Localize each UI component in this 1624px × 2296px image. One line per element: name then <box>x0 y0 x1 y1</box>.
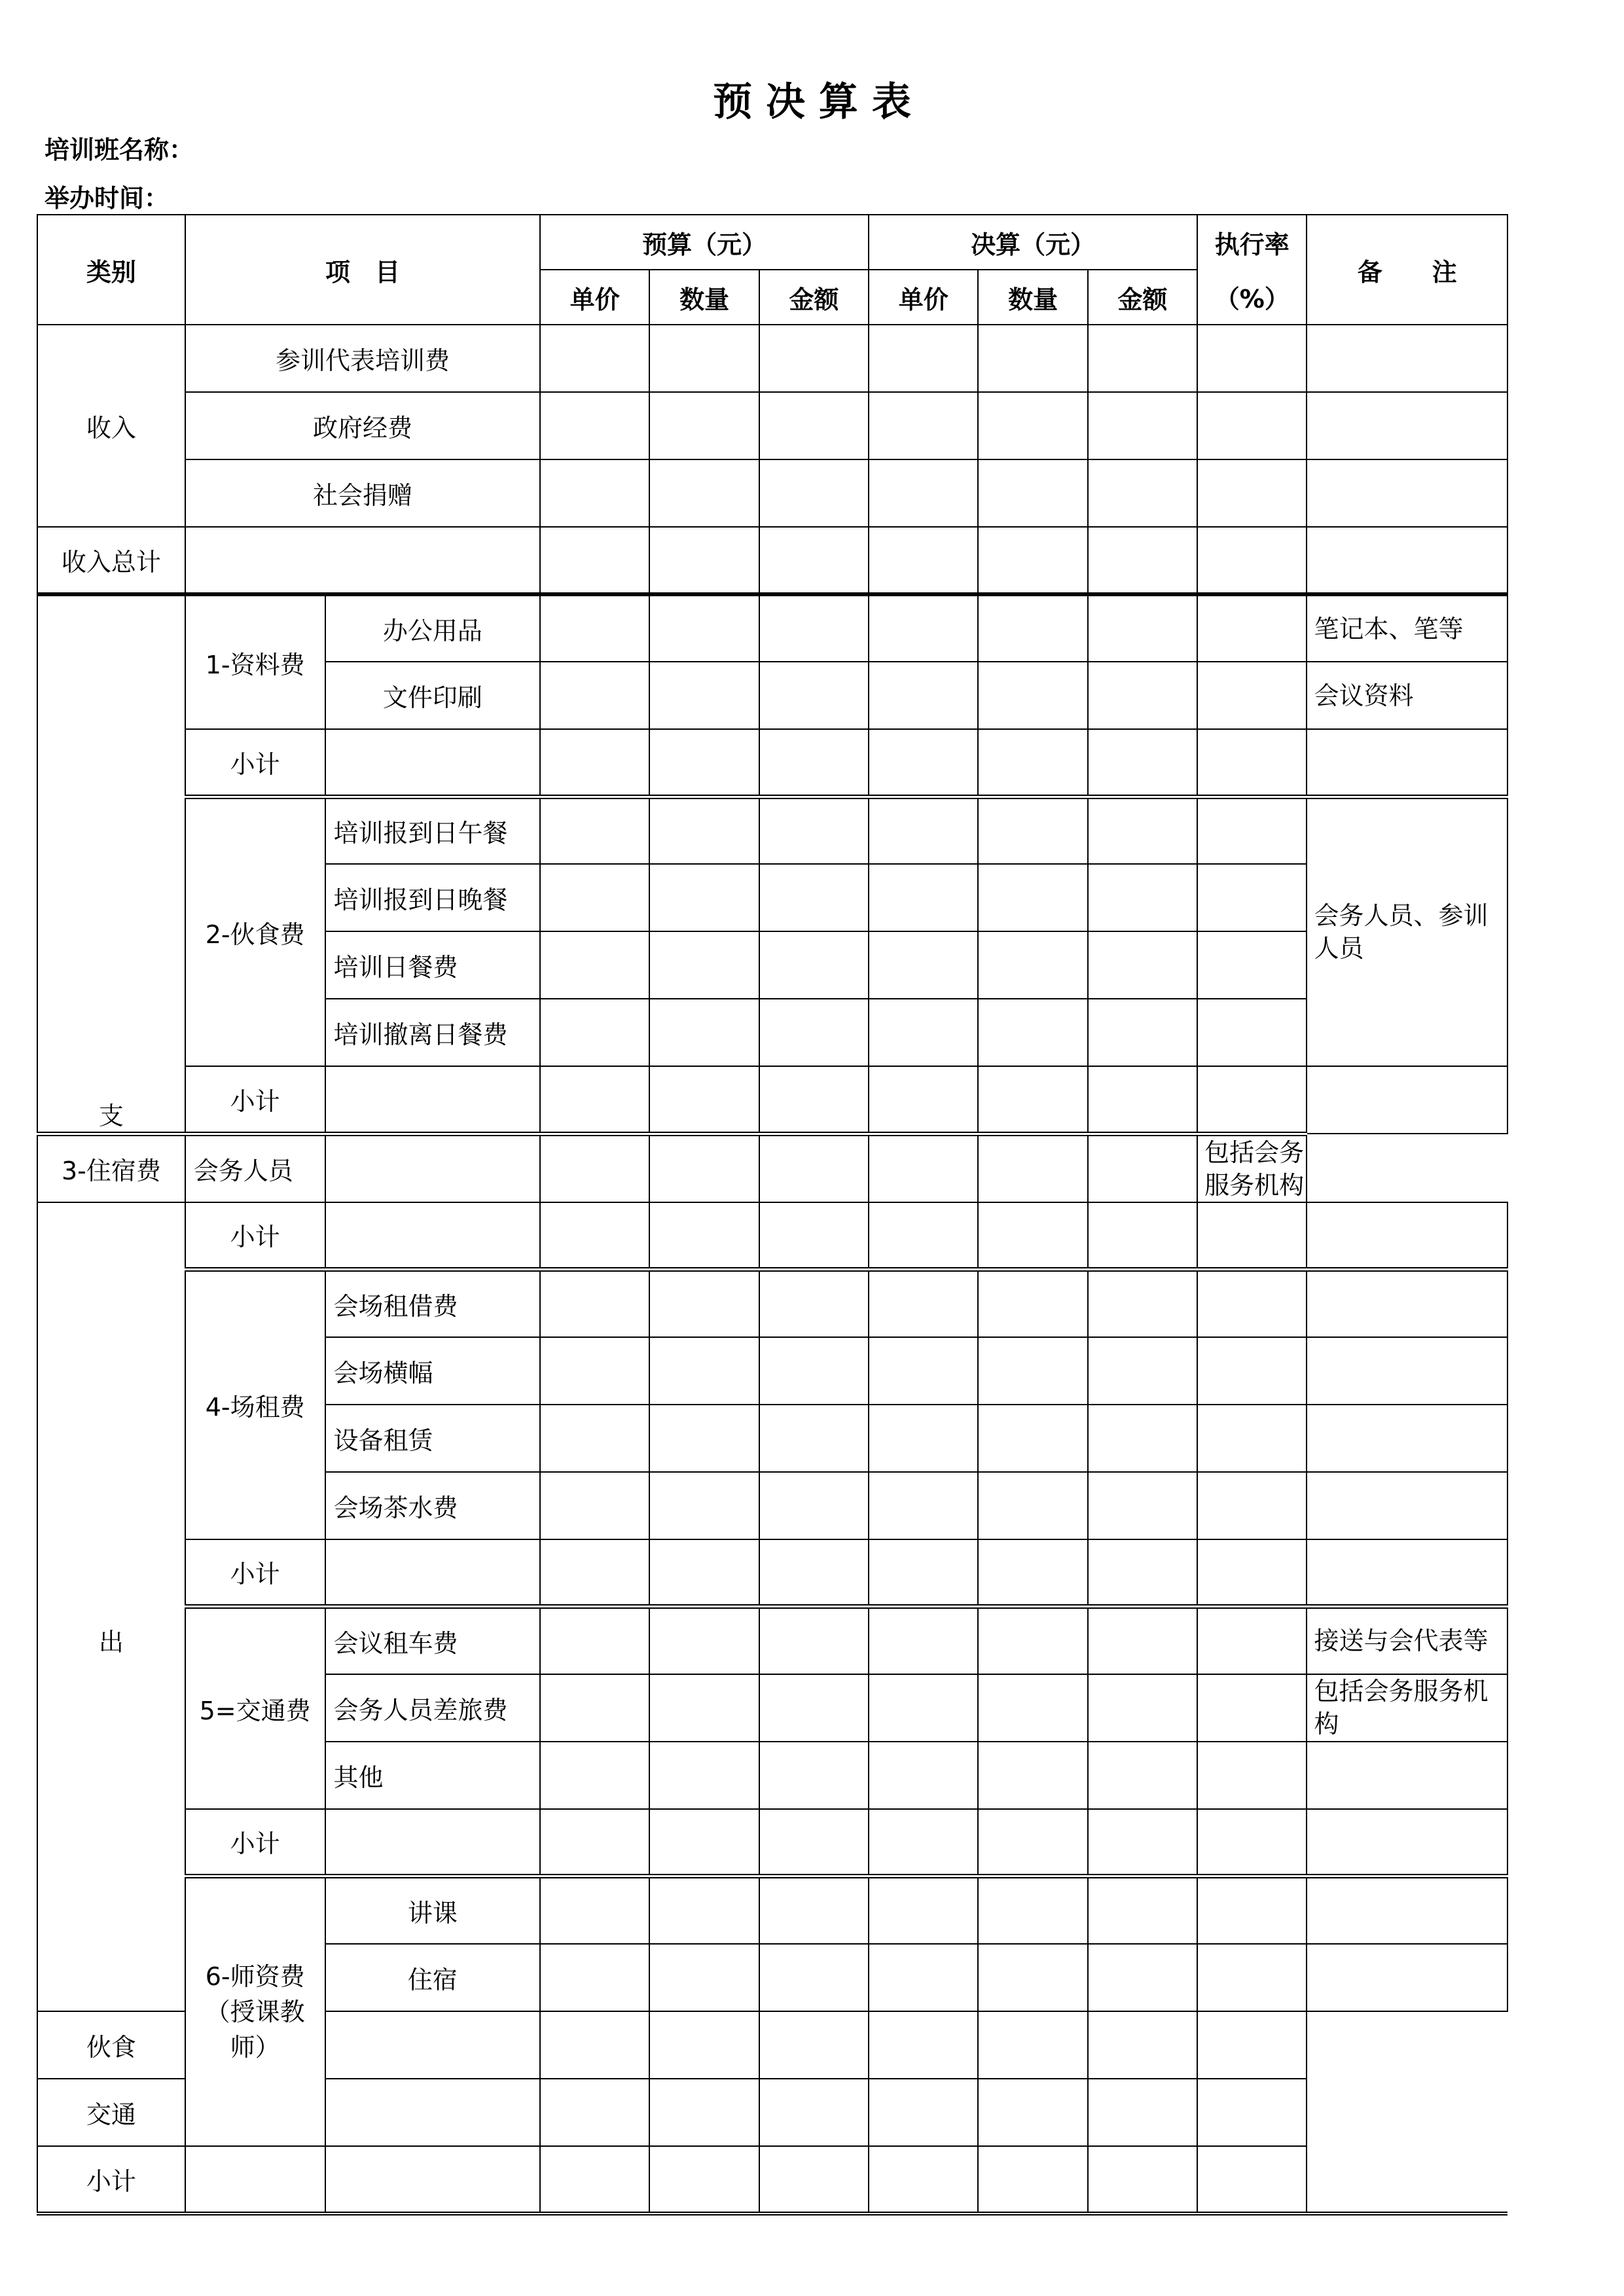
expense-label-bottom: 出 <box>37 1270 185 2011</box>
subtotal-row <box>37 1809 1507 1876</box>
time-label: 举办时间： <box>45 184 170 213</box>
income-item: 政府经费 <box>185 392 540 459</box>
expense-row <box>37 1134 1507 1202</box>
expense-item: 培训报到日晚餐 <box>325 864 541 931</box>
expense-row <box>37 1270 1507 1337</box>
expense-row <box>37 594 1507 662</box>
header-actual-unit-price: 单价 <box>869 270 978 325</box>
expense-note: 包括会务服务机构 <box>1197 1134 1307 1202</box>
expense-label-top: 支 <box>37 594 185 1134</box>
expense-item: 会场茶水费 <box>325 1472 541 1539</box>
expense-group-name: 4-场租费 <box>185 1270 325 1539</box>
expense-group-name: 1-资料费 <box>185 594 325 729</box>
expense-item: 会场租借费 <box>325 1270 541 1337</box>
expense-note: 会议资料 <box>1307 662 1507 729</box>
header-note: 备 注 <box>1307 215 1507 325</box>
subtotal-label: 小计 <box>185 1202 325 1270</box>
expense-label-continue <box>37 1202 185 1270</box>
expense-group-name: 6-师资费（授课教师） <box>185 1876 325 2146</box>
income-total-label: 收入总计 <box>37 527 185 594</box>
expense-note: 接送与会代表等 <box>1307 1607 1507 1674</box>
expense-group-name: 2-伙食费 <box>185 797 325 1066</box>
class-name-label: 培训班名称： <box>45 135 194 164</box>
income-label: 收入 <box>37 325 185 527</box>
header-item: 项 目 <box>185 215 540 325</box>
expense-row <box>37 1607 1507 1674</box>
header-budget-quantity: 数量 <box>649 270 759 325</box>
expense-item: 会议租车费 <box>325 1607 541 1674</box>
expense-item: 办公用品 <box>325 594 541 662</box>
expense-item: 设备租赁 <box>325 1405 541 1472</box>
subtotal-label: 小计 <box>185 1066 325 1134</box>
expense-note: 包括会务服务机构 <box>1307 1674 1507 1742</box>
expense-item: 培训日餐费 <box>325 931 541 999</box>
expense-row <box>37 1876 1507 1944</box>
expense-item: 会务人员差旅费 <box>325 1674 541 1742</box>
header-rate-unit: （%） <box>1197 270 1307 325</box>
income-row <box>37 325 1507 392</box>
header-row-1 <box>37 215 1507 270</box>
subtotal-row <box>37 1066 1507 1134</box>
expense-item: 会场横幅 <box>325 1337 541 1405</box>
income-total-row <box>37 527 1507 594</box>
subtotal-label: 小计 <box>185 729 325 797</box>
subtotal-label: 小计 <box>185 1809 325 1876</box>
header-actual-quantity: 数量 <box>978 270 1087 325</box>
expense-group-name: 5=交通费 <box>185 1607 325 1809</box>
subtotal-row <box>37 2146 1507 2214</box>
expense-item: 文件印刷 <box>325 662 541 729</box>
subtotal-label: 小计 <box>185 1539 325 1607</box>
expense-item: 其他 <box>325 1742 541 1809</box>
subtotal-row <box>37 1202 1507 1270</box>
expense-item: 交通 <box>37 2079 185 2146</box>
budget-table <box>37 214 1508 2215</box>
expense-item: 培训报到日午餐 <box>325 797 541 864</box>
income-row <box>37 459 1507 527</box>
header-actual: 决算（元） <box>869 215 1197 270</box>
expense-group-name: 3-住宿费 <box>37 1134 185 1202</box>
page-title: 预 决 算 表 <box>713 79 911 125</box>
header-rate: 执行率 <box>1197 215 1307 270</box>
expense-item: 会务人员 <box>185 1134 325 1202</box>
expense-item: 住宿 <box>325 1944 541 2011</box>
subtotal-row <box>37 1539 1507 1607</box>
income-item: 社会捐赠 <box>185 459 540 527</box>
income-item: 参训代表培训费 <box>185 325 540 392</box>
header-budget-unit-price: 单价 <box>540 270 649 325</box>
expense-item: 伙食 <box>37 2011 185 2079</box>
header-budget-amount: 金额 <box>759 270 869 325</box>
expense-merged-note: 会务人员、参训人员 <box>1307 797 1507 1066</box>
header-actual-amount: 金额 <box>1088 270 1197 325</box>
header-category: 类别 <box>37 215 185 325</box>
expense-item: 讲课 <box>325 1876 541 1944</box>
expense-row <box>37 797 1507 864</box>
subtotal-row <box>37 729 1507 797</box>
subtotal-label: 小计 <box>37 2146 185 2214</box>
expense-note: 笔记本、笔等 <box>1307 594 1507 662</box>
expense-item: 培训撤离日餐费 <box>325 999 541 1066</box>
income-row <box>37 392 1507 459</box>
header-budget: 预算（元） <box>540 215 869 270</box>
